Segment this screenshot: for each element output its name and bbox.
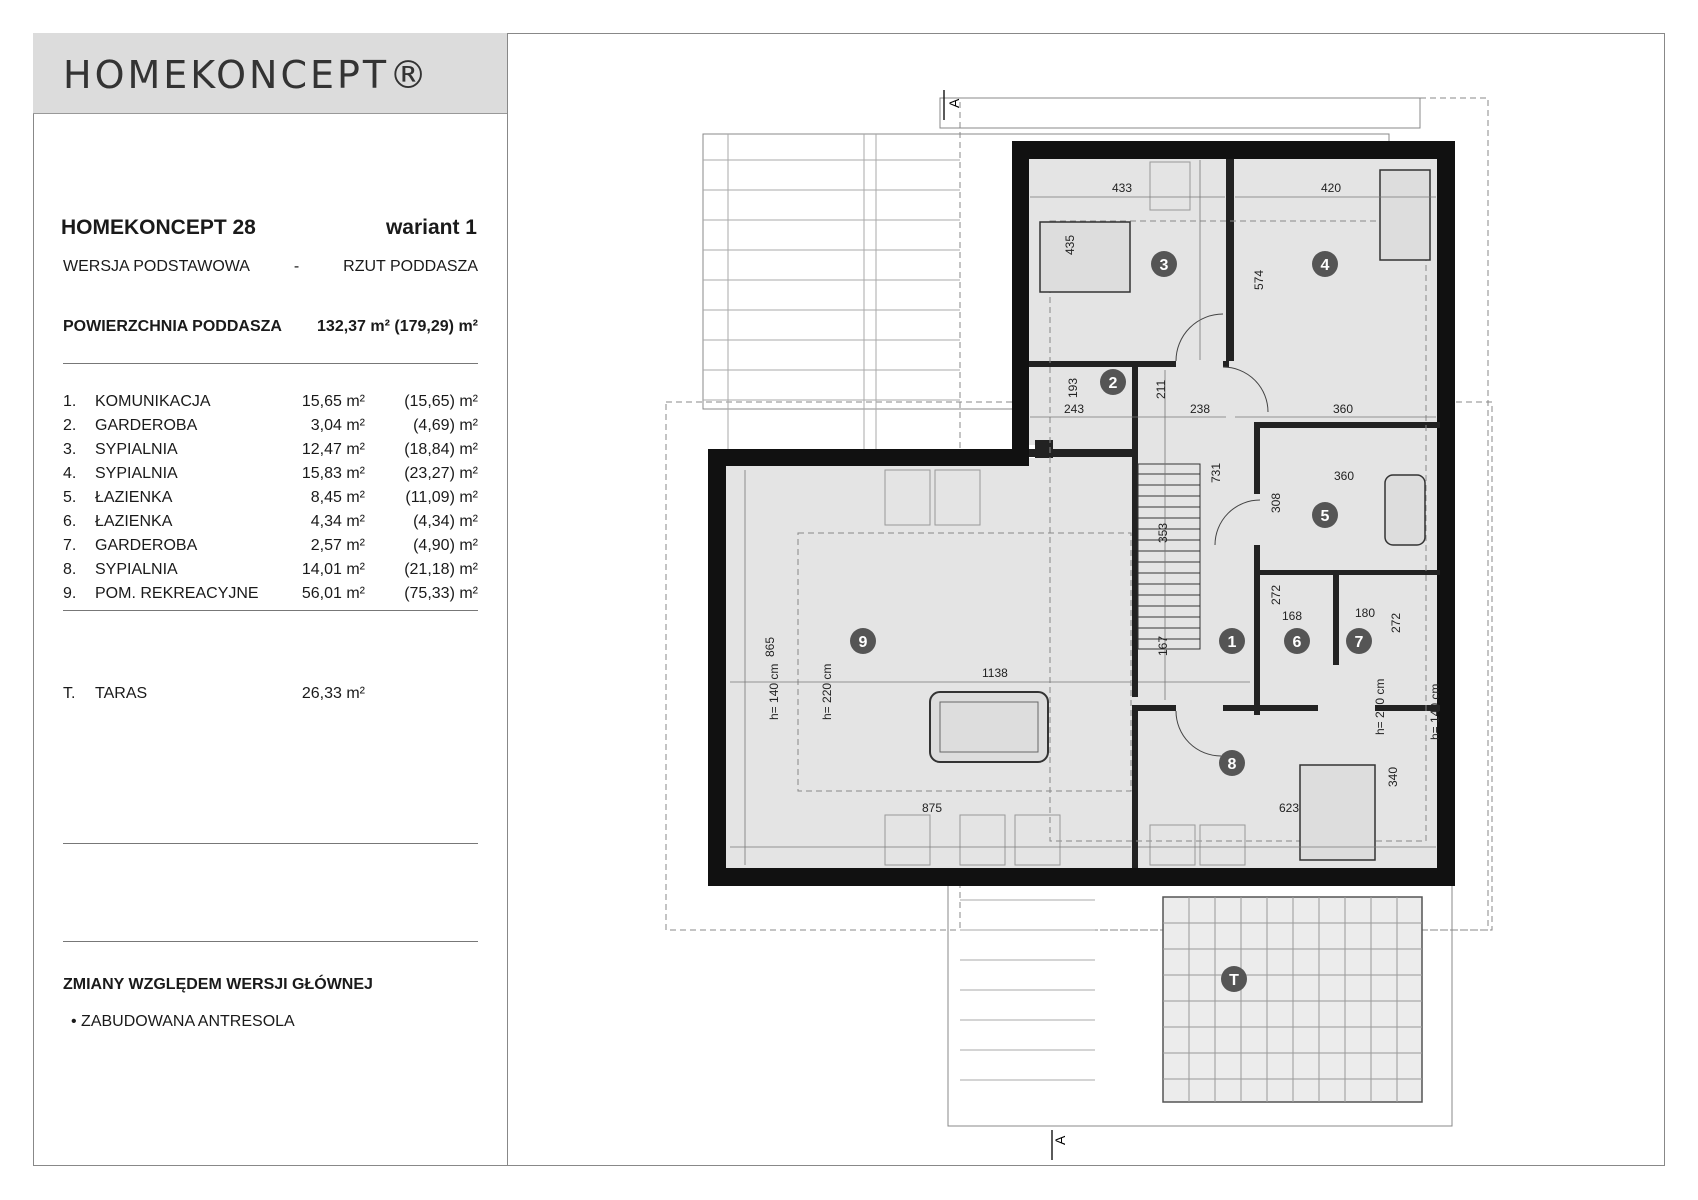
dimension-label: 360 xyxy=(1333,402,1354,416)
dimension-label: 167 xyxy=(1156,635,1170,656)
room-marker-8: 8 xyxy=(1227,756,1237,773)
project-title: HOMEKONCEPT 28 xyxy=(61,216,256,239)
room-row xyxy=(63,534,478,558)
room-area: 15,83 m² xyxy=(301,465,365,482)
dimension-label: 433 xyxy=(1112,181,1133,195)
divider xyxy=(63,363,478,364)
area-summary xyxy=(63,318,478,336)
room-num: 8. xyxy=(63,561,77,578)
floor-plan-svg xyxy=(508,33,1664,1165)
dimension-label: 731 xyxy=(1209,462,1223,483)
room-num: 1. xyxy=(63,393,77,410)
room-area: 15,65 m² xyxy=(301,393,365,410)
room-num: 3. xyxy=(63,441,77,458)
room-marker-2: 2 xyxy=(1108,375,1118,392)
room-row xyxy=(63,582,478,606)
dimension-label: 865 xyxy=(763,636,777,657)
info-panel xyxy=(33,33,508,1166)
dimension-label: 353 xyxy=(1156,522,1170,543)
room-area: 3,04 m² xyxy=(310,417,365,434)
room-row xyxy=(63,558,478,582)
room-name: SYPIALNIA xyxy=(95,561,178,578)
changes-title: ZMIANY WZGLĘDEM WERSJI GŁÓWNEJ xyxy=(63,976,373,993)
room-num: 6. xyxy=(63,513,77,530)
roof-hatch-bottom xyxy=(960,900,1095,1080)
room-area-total: (15,65) m² xyxy=(404,393,478,410)
room-area-total: (18,84) m² xyxy=(404,441,478,458)
floor-plan xyxy=(508,33,1664,1165)
room-name: SYPIALNIA xyxy=(95,465,178,482)
room-name: ŁAZIENKA xyxy=(95,513,173,530)
area-label: POWIERZCHNIA PODDASZA xyxy=(63,318,282,335)
room-row xyxy=(63,462,478,486)
room-marker-1: 1 xyxy=(1227,634,1237,651)
dimension-label: 340 xyxy=(1386,766,1400,787)
room-area-total: (23,27) m² xyxy=(404,465,478,482)
dimension-label: 420 xyxy=(1321,181,1342,195)
dimension-label: 574 xyxy=(1252,269,1266,290)
roof-hatch-left xyxy=(703,134,960,455)
dimension-label: 193 xyxy=(1066,377,1080,398)
bed xyxy=(1380,170,1430,260)
dimension-label: 308 xyxy=(1269,492,1283,513)
terrace-row xyxy=(63,685,478,703)
room-num: 4. xyxy=(63,465,77,482)
room-row xyxy=(63,510,478,534)
dimension-label: 243 xyxy=(1064,402,1085,416)
room-area: 8,45 m² xyxy=(310,489,365,506)
dimension-label: 272 xyxy=(1389,612,1403,633)
section-mark-bottom: A xyxy=(1052,1135,1068,1145)
room-num: 5. xyxy=(63,489,77,506)
dimension-label: 168 xyxy=(1282,609,1303,623)
divider xyxy=(63,843,478,844)
dimension-label: 180 xyxy=(1355,606,1376,620)
room-row xyxy=(63,390,478,414)
changes-item: • ZABUDOWANA ANTRESOLA xyxy=(71,1013,295,1030)
room-area-total: (11,09) m² xyxy=(405,489,478,506)
room-area-total: (4,90) m² xyxy=(413,537,478,554)
room-num: 2. xyxy=(63,417,77,434)
project-variant: wariant 1 xyxy=(385,216,477,239)
room-row xyxy=(63,414,478,438)
room-area: 4,34 m² xyxy=(310,513,365,530)
height-label: h= 220 cm xyxy=(820,663,834,720)
room-list xyxy=(63,390,478,606)
room-area-total: (75,33) m² xyxy=(404,585,478,602)
dimension-label: 238 xyxy=(1190,402,1211,416)
area-value: 132,37 m² (179,29) m² xyxy=(317,318,478,335)
room-name: GARDEROBA xyxy=(95,417,198,434)
project-subtitle xyxy=(63,258,478,276)
dimension-label: 1138 xyxy=(982,666,1008,680)
dimension-label: 623 xyxy=(1279,801,1300,815)
version-label: WERSJA PODSTAWOWA xyxy=(63,258,250,275)
room-marker-5: 5 xyxy=(1320,508,1330,525)
height-label: h= 140 cm xyxy=(767,663,781,720)
bed xyxy=(1040,222,1130,292)
height-label: h= 220 cm xyxy=(1373,678,1387,735)
bed xyxy=(1300,765,1375,860)
room-num: 9. xyxy=(63,585,77,602)
room-name: POM. REKREACYJNE xyxy=(95,585,259,602)
dimension-label: 211 xyxy=(1154,379,1168,399)
logo-box xyxy=(33,33,507,114)
room-area-total: (21,18) m² xyxy=(404,561,478,578)
section-mark-top: A xyxy=(946,98,962,108)
room-marker-6: 6 xyxy=(1292,634,1302,651)
room-area: 2,57 m² xyxy=(310,537,365,554)
room-marker-terrace: T xyxy=(1229,972,1239,989)
room-area: 56,01 m² xyxy=(301,585,365,602)
room-marker-3: 3 xyxy=(1159,257,1169,274)
terrace-area: 26,33 m² xyxy=(301,685,365,702)
room-marker-7: 7 xyxy=(1354,634,1364,651)
room-marker-9: 9 xyxy=(858,634,868,651)
terrace-name: TARAS xyxy=(95,685,148,702)
room-area: 12,47 m² xyxy=(301,441,365,458)
dimension-label: 875 xyxy=(922,801,943,815)
height-label: h= 140 cm xyxy=(1428,683,1442,740)
room-area-total: (4,69) m² xyxy=(413,417,478,434)
bathtub xyxy=(1385,475,1425,545)
view-label: RZUT PODDASZA xyxy=(343,258,478,275)
terrace-num: T. xyxy=(63,685,76,702)
divider xyxy=(63,610,478,611)
room-name: GARDEROBA xyxy=(95,537,198,554)
dimension-label: 272 xyxy=(1269,584,1283,605)
brand-logo: HOMEKONCEPT® xyxy=(63,53,431,97)
room-area: 14,01 m² xyxy=(301,561,365,578)
room-name: ŁAZIENKA xyxy=(95,489,173,506)
room-area-total: (4,34) m² xyxy=(413,513,478,530)
dimension-label: 435 xyxy=(1063,234,1077,255)
room-row xyxy=(63,486,478,510)
divider xyxy=(63,941,478,942)
room-name: SYPIALNIA xyxy=(95,441,178,458)
room-num: 7. xyxy=(63,537,77,554)
subtitle-separator: - xyxy=(293,258,300,275)
dimension-label: 360 xyxy=(1334,469,1355,483)
roof-outline-top xyxy=(940,98,1420,128)
room-name: KOMUNIKACJA xyxy=(95,393,211,410)
room-row xyxy=(63,438,478,462)
room-marker-4: 4 xyxy=(1320,257,1330,274)
